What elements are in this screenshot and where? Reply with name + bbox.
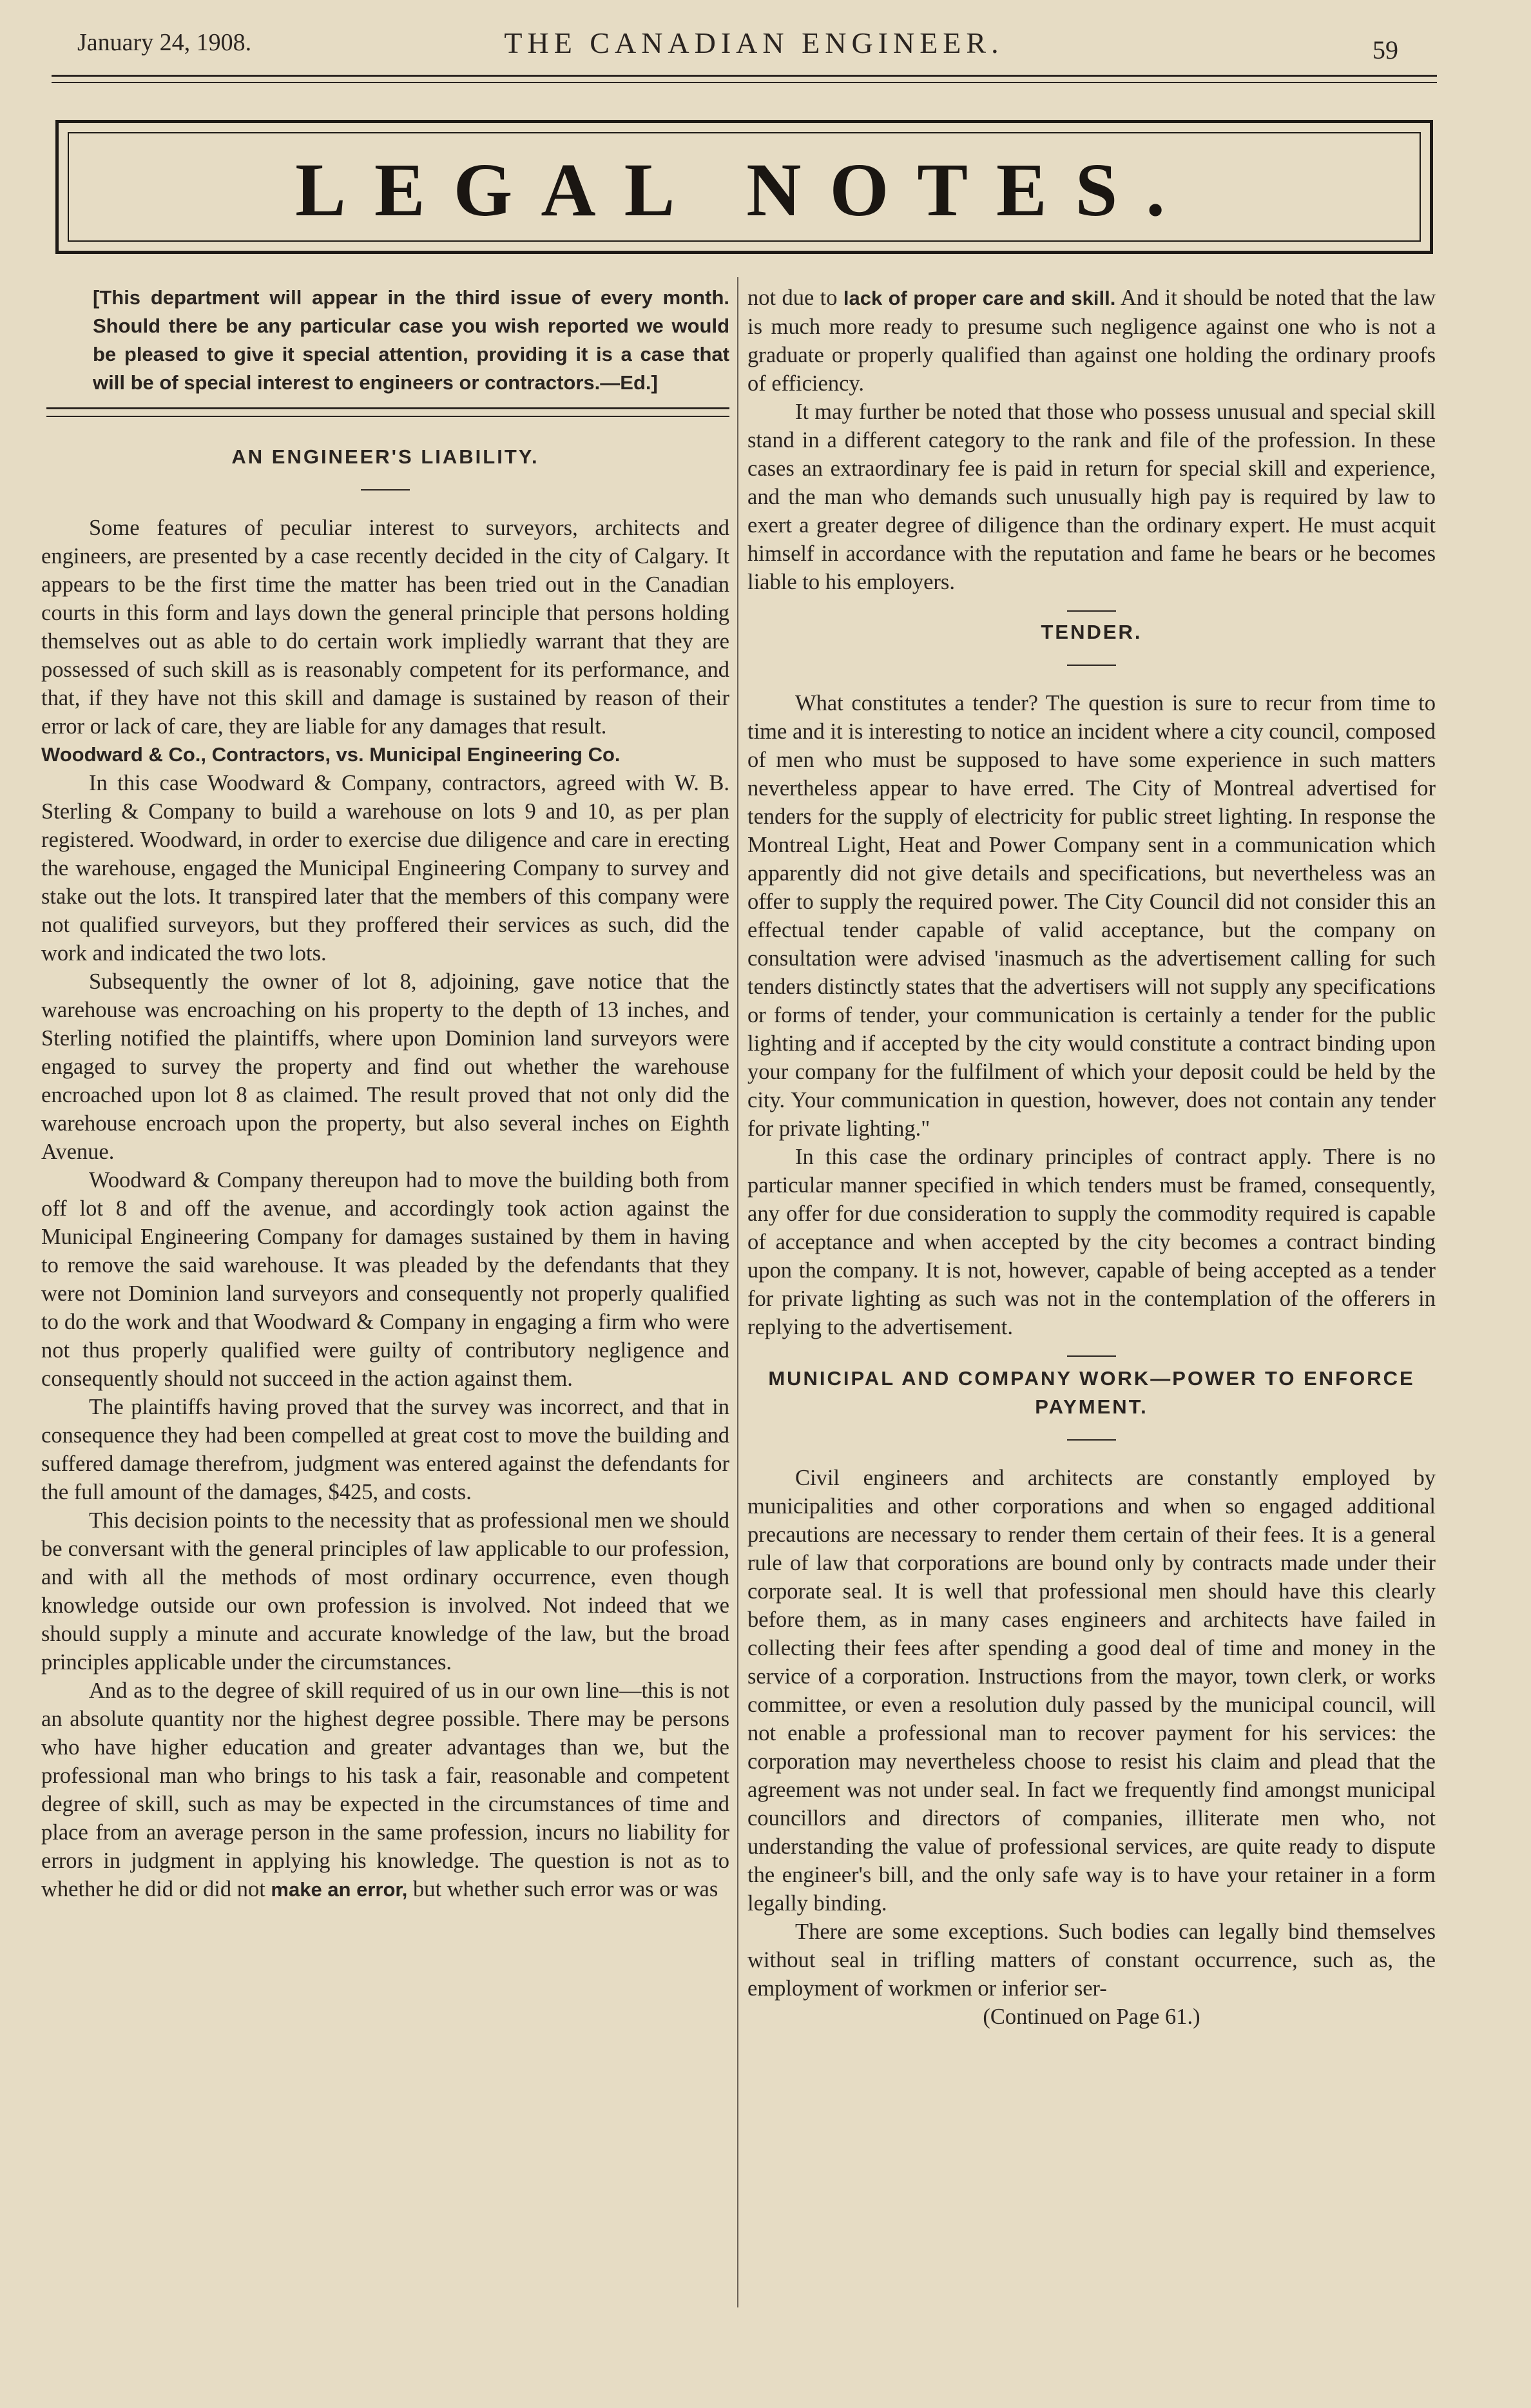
- banner-title: LEGAL NOTES.: [295, 148, 1193, 232]
- left-column: [41, 284, 729, 1904]
- section-banner: [55, 120, 1433, 254]
- column-divider: [737, 277, 738, 2307]
- section-heading-tender: TENDER.: [1041, 621, 1142, 643]
- heading-rule: [1067, 1355, 1116, 1357]
- heading-rule: [1067, 665, 1116, 666]
- section-heading-engineers-liability: AN ENGINEER'S LIABILITY.: [231, 445, 539, 468]
- heading-rule: [1067, 610, 1116, 612]
- emphasis-text: make an error,: [271, 1878, 408, 1901]
- paragraph: [41, 1676, 729, 1904]
- paragraph: [747, 284, 1436, 398]
- paragraph-text: And it should be noted that the law is much more ready to presume such negligence against one who is not a graduate or properly qualified than against one holding the ordinary proofs of efficiency.: [747, 286, 1436, 396]
- heading-rule: [361, 489, 410, 490]
- paragraph: Civil engineers and architects are constantly employed by municipalities and other corporations and when so engaged additional precautions are necessary to render them certain of their fees. It is a general rule of law that corporations are bound only by contracts made under their corporate seal. It is well that professional men should have this clearly before them, as in many cases engineers and architects have failed in collecting their fees after spending a good deal of time and money in the service of a corporation. Instructions from the mayor, town clerk, or works committee, or even a resolution duly passed by the municipal council, will not enable a professional man to recover payment for his services: the corporation may nevertheless choose to resist his claim and plead that the agreement was not under seal. In fact we frequently find amongst municipal councillors and directors of companies, illiterate men who, not understanding the value of professional services, are quite ready to dispute the engineer's bill, and the only safe way is to have your retainer in a form legally binding.: [747, 1466, 1436, 1916]
- header-rule-double: [52, 82, 1437, 83]
- paragraph-text: but whether such error was or was: [413, 1877, 718, 1901]
- paragraph: There are some exceptions. Such bodies can legally bind themselves without seal in trifling matters of constant occurrence, such as, the employment of workmen or inferior ser-: [747, 1919, 1436, 2001]
- editor-note: [This department will appear in the third issue of every month. Should there be any particular case you wish reported we would be pleased to give it special attention, providing it is a case that will be of special interest to engineers or contractors.—Ed.]: [93, 286, 729, 394]
- heading-rule: [1067, 1439, 1116, 1441]
- paragraph: In this case the ordinary principles of contract apply. There is no particular manner specified in which tenders must be framed, consequently, any offer for due consideration to supply the commodity required is capable of acceptance and when accepted by the city becomes a contract binding upon the company. It is not, however, capable of being accepted as a tender for private lighting as such was not in the contemplation of the offerers in replying to the advertisement.: [747, 1145, 1436, 1339]
- paragraph-text: And as to the degree of skill required of us in our own line—this is not an absolute quantity nor the highest degree possible. There may be persons who have higher education and greater advantages than we, but the professional man who brings to his task a fair, reasonable and competent degree of skill, such as may be expected in the circumstances of time and place from an average person in the same profession, incurs no liability for errors in judgment in applying his knowledge. The question is not as to whether he did or did not: [41, 1678, 729, 1901]
- paragraph: Subsequently the owner of lot 8, adjoining, gave notice that the warehouse was encroaching on his property to the depth of 13 inches, and Sterling notified the plaintiffs, where upon Dominion land surveyors were engaged to survey the property and find out whether the warehouse encroached upon lot 8 as claimed. The result proved that not only did the warehouse encroach upon the property, but also several inches on Eighth Avenue.: [41, 969, 729, 1164]
- paragraph: This decision points to the necessity that as professional men we should be conversant with the general principles of law applicable to our profession, and with all the methods of most ordinary occurrence, even though knowledge outside our own profession is involved. Not indeed that we should supply a minute and accurate knowledge of the law, but the broad principles applicable under the circumstances.: [41, 1508, 729, 1675]
- header-rule: [52, 75, 1437, 77]
- paragraph: In this case Woodward & Company, contractors, agreed with W. B. Sterling & Company to build a warehouse on lots 9 and 10, as per plan registered. Woodward, in order to exercise due diligence and care in erecting the warehouse, engaged the Municipal Engineering Company to survey and stake out the lots. It transpired later that the members of this company were not qualified surveyors, but they proffered their services as such, did the work and indicated the two lots.: [41, 771, 729, 966]
- continued-notice: (Continued on Page 61.): [983, 2005, 1200, 2029]
- paragraph-text: not due to: [747, 286, 838, 310]
- section-heading-municipal-work: MUNICIPAL AND COMPANY WORK—POWER TO ENFORCE PAYMENT.: [768, 1367, 1415, 1418]
- paragraph: The plaintiffs having proved that the survey was incorrect, and that in consequence they had been compelled at great cost to move the building and suffered damage therefrom, judgment was entered against the defendants for the full amount of the damages, $425, and costs.: [41, 1395, 729, 1504]
- paragraph: Some features of peculiar interest to surveyors, architects and engineers, are presented by a case recently decided in the city of Calgary. It appears to be the first time the matter has been tried out in the Canadian courts in this form and lays down the general principle that persons holding themselves out as able to do certain work impliedly warrant that they are possessed of such skill as is reasonably competent for its performance, and that, if they have not this skill and damage is sustained by reason of their error or lack of care, they are liable for any damages that result.: [41, 516, 729, 739]
- journal-title: THE CANADIAN ENGINEER.: [504, 26, 1004, 59]
- page-number: 59: [1372, 35, 1398, 64]
- right-column: [747, 284, 1436, 2031]
- emphasis-text: lack of proper care and skill.: [843, 287, 1116, 309]
- case-heading: Woodward & Co., Contractors, vs. Municipal Engineering Co.: [41, 743, 621, 766]
- paragraph: What constitutes a tender? The question is sure to recur from time to time and it is interesting to notice an incident where a city council, composed of men who must be supposed to have some experience in such matters nevertheless appear to have erred. The City of Montreal advertised for tenders for the supply of electricity for public street lighting. In response the Montreal Light, Heat and Power Company sent in a communication which apparently did not give details and specifications, but nevertheless was an offer to supply the required power. The City Council did not consider this an effectual tender capable of valid acceptance, but the company on consultation were advised 'inasmuch as the advertisement calling for such tenders distinctly states that the advertisers will not supply any specifications or forms of tender, your communication is certainly a tender for the public lighting and if accepted by the city would constitute a contract binding upon your company for the fulfilment of which your deposit could be held by the city. Your communication in question, however, does not contain any tender for private lighting.": [747, 691, 1436, 1141]
- running-header: [71, 23, 1437, 68]
- issue-date: January 24, 1908.: [77, 29, 252, 56]
- paragraph: Woodward & Company thereupon had to move the building both from off lot 8 and off the avenue, and accordingly took action against the Municipal Engineering Company for damages sustained by them in having to remove the said warehouse. It was pleaded by the defendants that they were not Dominion land surveyors and consequently not properly qualified to do the work and that Woodward & Company in engaging a firm who were not thus properly qualified were guilty of contributory negligence and consequently should not succeed in the action against them.: [41, 1168, 729, 1391]
- double-rule: [46, 407, 729, 417]
- paragraph: It may further be noted that those who possess unusual and special skill stand in a different category to the rank and file of the profession. In these cases an extraordinary fee is paid in return for special skill and experience, and the man who demands such unusually high pay is required by law to exert a greater degree of diligence than the ordinary expert. He must acquit himself in accordance with the reputation and fame he bears or he becomes liable to his employers.: [747, 400, 1436, 594]
